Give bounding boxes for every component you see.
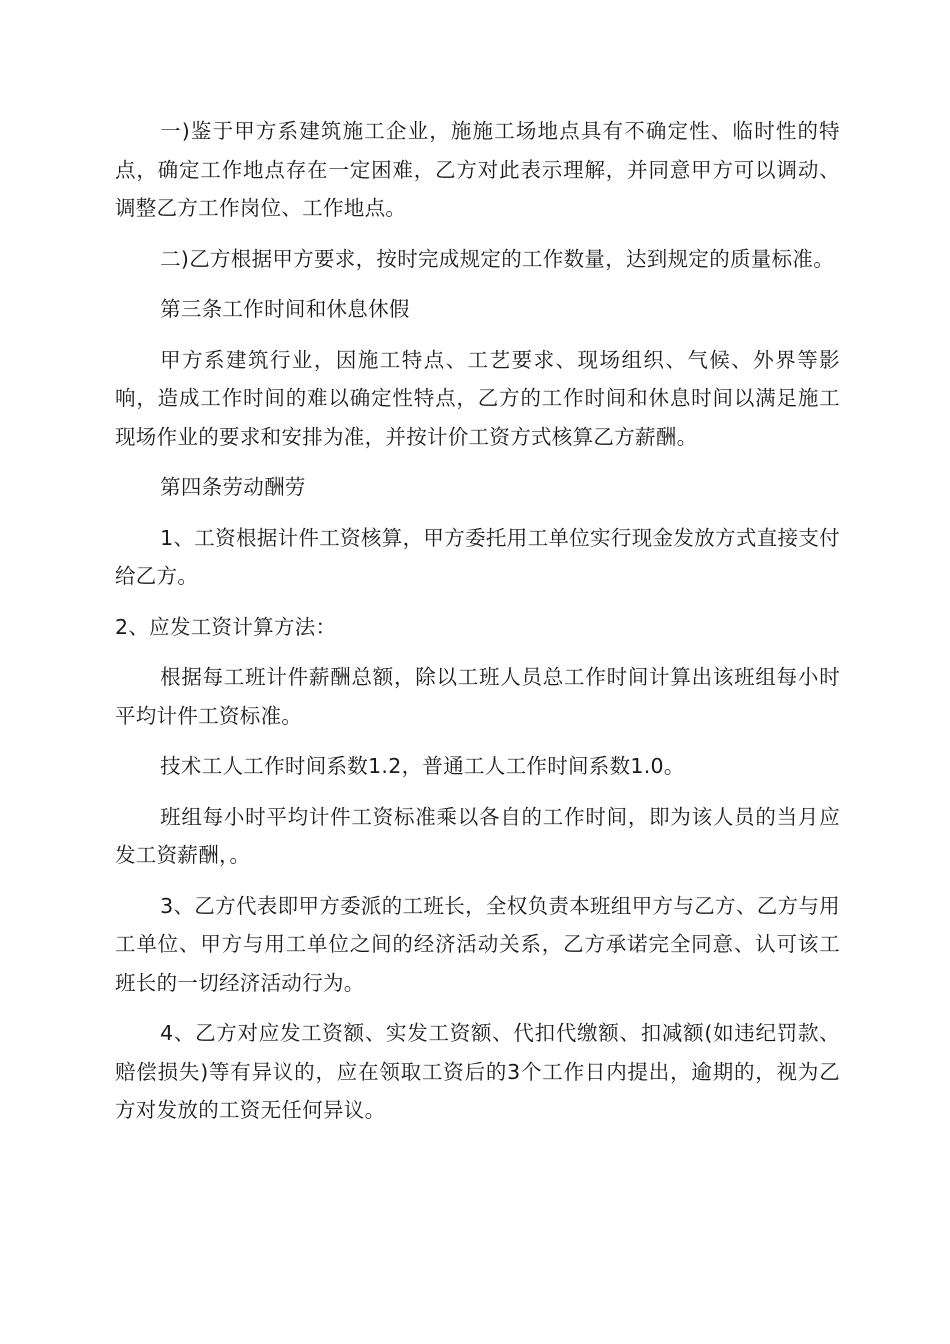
paragraph-wage-payment: 1、工资根据计件工资核算，甲方委托用工单位实行现金发放方式直接支付给乙方。 — [115, 525, 840, 588]
document-body — [115, 112, 840, 1142]
paragraph-wage-method-heading: 2、应发工资计算方法： — [115, 614, 337, 639]
paragraph-coefficients: 技术工人工作时间系数1.2，普通工人工作时间系数1.0。 — [160, 754, 685, 778]
paragraph-work-location: 一)鉴于甲方系建筑施工企业，施施工场地点具有不确定性、临时性的特点，确定工作地点存在一定困难，乙方对此表示理解，并同意甲方可以调动、调整乙方工作岗位、工作地点。 — [115, 119, 840, 220]
paragraph-wage-calculation: 根据每工班计件薪酬总额，除以工班人员总工作时间计算出该班组每小时平均计件工资标准。 — [115, 665, 840, 728]
paragraph-monthly-wage: 班组每小时平均计件工资标准乘以各自的工作时间，即为该人员的当月应发工资薪酬，。 — [115, 804, 840, 867]
article-3-heading: 第三条工作时间和休息休假 — [160, 297, 410, 321]
article-4-heading: 第四条劳动酬劳 — [160, 475, 306, 499]
paragraph-work-standard: 二)乙方根据甲方要求，按时完成规定的工作数量，达到规定的质量标准。 — [160, 246, 834, 271]
paragraph-wage-objection: 4、乙方对应发工资额、实发工资额、代扣代缴额、扣减额(如违纪罚款、赔偿损失)等有异议的，应在领取工资后的3个工作日内提出，逾期的，视为乙方对发放的工资无任何异议。 — [115, 1021, 840, 1122]
paragraph-team-leader: 3、乙方代表即甲方委派的工班长，全权负责本班组甲方与乙方、乙方与用工单位、甲方与用工单位之间的经济活动关系，乙方承诺完全同意、认可该工班长的一切经济活动行为。 — [115, 893, 840, 995]
paragraph-work-hours: 甲方系建筑行业，因施工特点、工艺要求、现场组织、气候、外界等影响，造成工作时间的难以确定性特点，乙方的工作时间和休息时间以满足施工现场作业的要求和安排为准，并按计价工资方式核算乙方薪酬。 — [115, 347, 840, 449]
